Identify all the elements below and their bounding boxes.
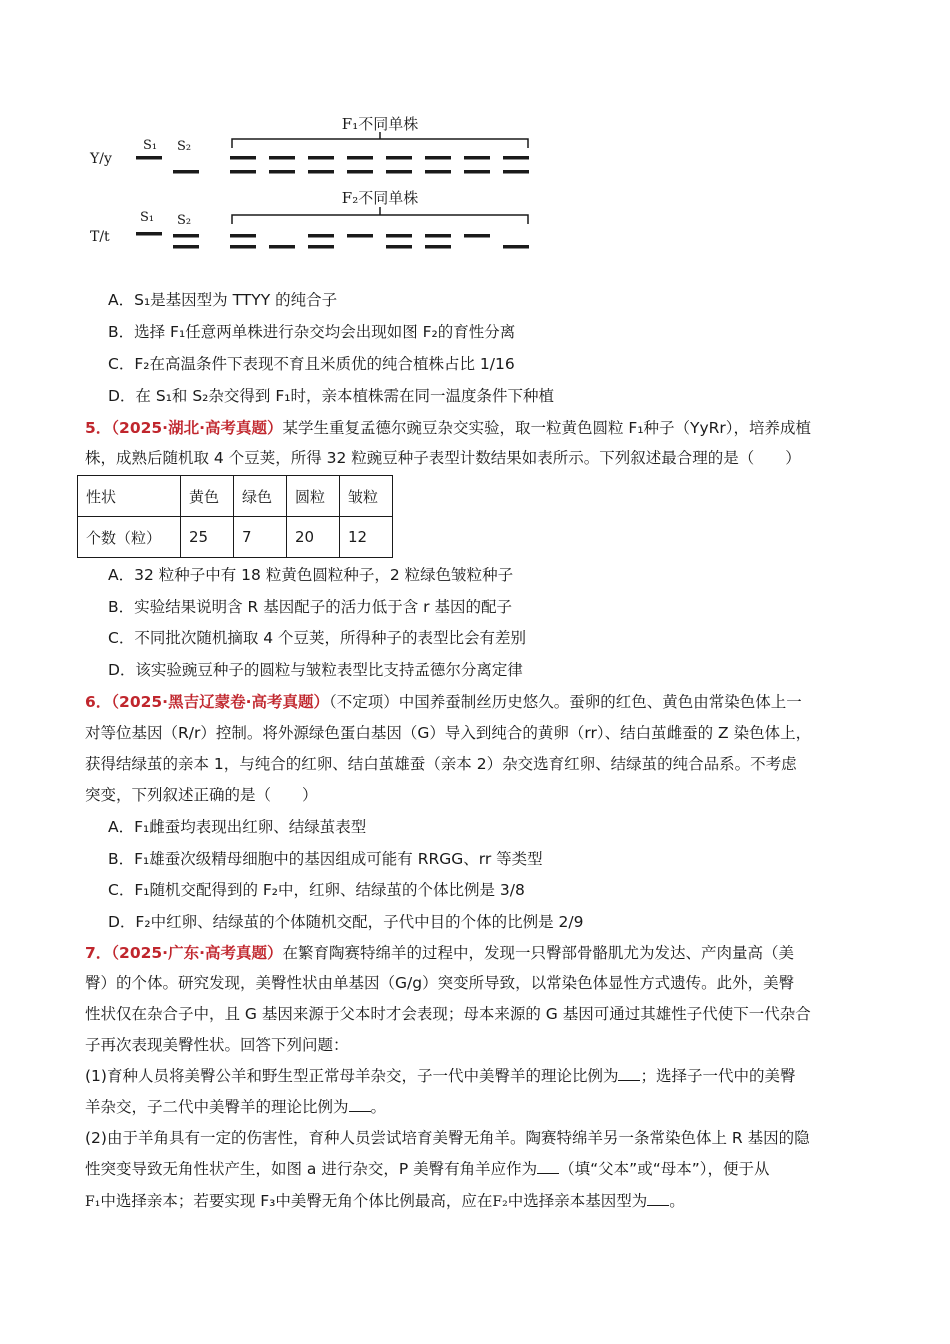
band bbox=[386, 170, 412, 174]
q5-option-b: B．实验结果说明含 R 基因配子的活力低于含 r 基因的配子 bbox=[108, 598, 512, 616]
s1-label-bottom: S₁ bbox=[140, 210, 155, 225]
table-cell: 7 bbox=[234, 517, 287, 558]
q6-source: （2025·黑吉辽蒙卷·高考真题） bbox=[111, 693, 329, 711]
band bbox=[230, 156, 256, 160]
answer-blank-2[interactable] bbox=[349, 1099, 371, 1112]
q5-number: 5． bbox=[85, 419, 112, 437]
q7-part2-line1: (2)由于羊角具有一定的伤害性，育种人员尝试培育美臀无角羊。陶赛特绵羊另一条常染色体上 R 基因的隐 bbox=[85, 1129, 810, 1147]
band bbox=[230, 170, 256, 174]
q6-stem-line1 bbox=[85, 692, 802, 712]
q7-stem-line4: 子再次表现美臀性状。回答下列问题： bbox=[85, 1036, 349, 1054]
q6-option-b: B．F₁雄蚕次级精母细胞中的基因组成可能有 RRGG、rr 等类型 bbox=[108, 850, 543, 868]
q7-number: 7． bbox=[85, 944, 112, 962]
band bbox=[230, 234, 256, 238]
answer-blank-1[interactable] bbox=[618, 1068, 640, 1081]
table-header-cell: 性状 bbox=[78, 476, 181, 517]
table-cell: 20 bbox=[287, 517, 340, 558]
q7-part1-text-c: 羊杂交，子二代中美臀羊的理论比例为 bbox=[85, 1098, 349, 1116]
band bbox=[503, 156, 529, 160]
s1-label-top: S₁ bbox=[143, 138, 158, 153]
q6-stem-line3: 获得结绿茧的亲本 1，与纯合的红卵、结白茧雄蚕（亲本 2）杂交选育红卵、结绿茧的纯合品系。不考虑 bbox=[85, 755, 797, 773]
q5-stem-line1 bbox=[85, 418, 811, 438]
q4-option-c: C．F₂在高温条件下表现不育且米质优的纯合植株占比 1/16 bbox=[108, 355, 515, 373]
q7-part2-line2 bbox=[85, 1159, 770, 1179]
q7-stem-line2: 臀）的个体。研究发现，美臀性状由单基因（G/g）突变所导致，以常染色体显性方式遗传。此外，美臀 bbox=[85, 974, 795, 992]
answer-blank-3[interactable] bbox=[537, 1161, 559, 1174]
f2-symbol: F₂ bbox=[492, 1194, 508, 1210]
band bbox=[464, 170, 490, 174]
band bbox=[464, 156, 490, 160]
f1-symbol: F₁ bbox=[85, 1194, 101, 1210]
band bbox=[347, 170, 373, 174]
band-s1-t-upper bbox=[136, 232, 162, 236]
figure-top-title: F₁不同单株 bbox=[341, 115, 419, 133]
band-s2-y-lower bbox=[173, 170, 199, 174]
q5-stem-line2: 株，成熟后随机取 4 个豆荚，所得 32 粒豌豆种子表型计数结果如表所示。下列叙述最合理的是（ ） bbox=[85, 449, 801, 467]
band bbox=[503, 170, 529, 174]
band bbox=[308, 156, 334, 160]
s2-label-bottom: S₂ bbox=[177, 213, 192, 228]
table-header-cell: 圆粒 bbox=[287, 476, 340, 517]
q7-part2-text-c: 中选择亲本；若要实现 F₃中美臀无角个体比例最高，应在 bbox=[100, 1192, 493, 1210]
q6-number: 6． bbox=[85, 693, 112, 711]
q5-source: （2025·湖北·高考真题） bbox=[111, 419, 283, 437]
q6-stem-line2: 对等位基因（R/r）控制。将外源绿色蛋白基因（G）导入到纯合的黄卵（rr）、结白茧雌蚕的 Z 染色体上， bbox=[85, 724, 812, 742]
band bbox=[386, 245, 412, 249]
band bbox=[425, 170, 451, 174]
q7-stem-line1 bbox=[85, 943, 794, 963]
q7-source: （2025·广东·高考真题） bbox=[111, 944, 283, 962]
table-cell: 12 bbox=[340, 517, 393, 558]
q7-stem-line3: 性状仅在杂合子中，且 G 基因来源于父本时才会表现；母本来源的 G 基因可通过其雄性子代使下一代杂合 bbox=[85, 1005, 811, 1023]
row2-label: T/t bbox=[90, 229, 110, 245]
q7-stem-text1: 在繁育陶赛特绵羊的过程中，发现一只臀部骨骼肌尤为发达、产肉量高（美 bbox=[282, 944, 794, 962]
q6-option-a: A．F₁雌蚕均表现出红卵、结绿茧表型 bbox=[108, 818, 367, 836]
q7-part1-text-d: 。 bbox=[370, 1098, 387, 1116]
table-cell: 25 bbox=[181, 517, 234, 558]
q7-part1-line2 bbox=[85, 1097, 386, 1117]
band bbox=[308, 170, 334, 174]
band bbox=[464, 234, 490, 238]
row1-label: Y/y bbox=[90, 151, 112, 167]
q7-part2-text-a: 性突变导致无角性状产生，如图 a 进行杂交，P 美臀有角羊应作为 bbox=[85, 1160, 538, 1178]
q4-option-b: B．选择 F₁任意两单株进行杂交均会出现如图 F₂的育性分离 bbox=[108, 323, 516, 341]
band-s2-t-upper bbox=[173, 234, 199, 238]
band-s2-t-lower bbox=[173, 245, 199, 249]
table-header-row bbox=[78, 476, 393, 517]
band bbox=[308, 245, 334, 249]
q6-option-c: C．F₁随机交配得到的 F₂中，红卵、结绿茧的个体比例是 3/8 bbox=[108, 881, 525, 899]
table-header-cell: 绿色 bbox=[234, 476, 287, 517]
table-header-cell: 黄色 bbox=[181, 476, 234, 517]
answer-blank-4[interactable] bbox=[647, 1193, 669, 1206]
q7-part2-line3 bbox=[85, 1191, 685, 1212]
band-s1-y-upper bbox=[136, 156, 162, 160]
q7-part2-text-b: （填“父本”或“母本”），便于从 bbox=[559, 1160, 770, 1178]
band bbox=[425, 156, 451, 160]
q5-option-a: A．32 粒种子中有 18 粒黄色圆粒种子，2 粒绿色皱粒种子 bbox=[108, 566, 514, 584]
q6-stem-line4: 突变，下列叙述正确的是（ ） bbox=[85, 786, 318, 804]
figure-bottom-title: F₂不同单株 bbox=[341, 189, 419, 207]
band bbox=[230, 245, 256, 249]
q7-part1-text-b: ；选择子一代中的美臀 bbox=[640, 1067, 796, 1085]
band bbox=[347, 234, 373, 238]
q5-option-d: D．该实验豌豆种子的圆粒与皱粒表型比支持孟德尔分离定律 bbox=[108, 661, 523, 679]
q5-option-c: C．不同批次随机摘取 4 个豆荚，所得种子的表型比会有差别 bbox=[108, 629, 527, 647]
band bbox=[425, 245, 451, 249]
q7-part2-text-d: 中选择亲本基因型为 bbox=[507, 1192, 648, 1210]
q4-option-d: D．在 S₁和 S₂杂交得到 F₁时，亲本植株需在同一温度条件下种植 bbox=[108, 387, 554, 405]
q7-part2-text-e: 。 bbox=[669, 1192, 685, 1210]
table-header-cell: 皱粒 bbox=[340, 476, 393, 517]
band bbox=[269, 156, 295, 160]
band bbox=[425, 234, 451, 238]
band bbox=[269, 170, 295, 174]
q7-part1-text-a: (1)育种人员将美臀公羊和野生型正常母羊杂交，子一代中美臀羊的理论比例为 bbox=[85, 1067, 619, 1085]
q6-stem-text1: （不定项）中国养蚕制丝历史悠久。蚕卵的红色、黄色由常染色体上一 bbox=[328, 693, 802, 711]
s2-label-top: S₂ bbox=[177, 139, 192, 154]
q6-option-d: D．F₂中红卵、结绿茧的个体随机交配，子代中目的个体的比例是 2/9 bbox=[108, 913, 584, 931]
band bbox=[269, 245, 295, 249]
chromosome-band-figure bbox=[85, 112, 545, 257]
q7-part1-line1 bbox=[85, 1066, 795, 1086]
band bbox=[386, 234, 412, 238]
band bbox=[503, 245, 529, 249]
band bbox=[386, 156, 412, 160]
table-row bbox=[78, 517, 393, 558]
band bbox=[347, 156, 373, 160]
table-cell: 个数（粒） bbox=[78, 517, 181, 558]
q5-stem-text1: 某学生重复孟德尔豌豆杂交实验，取一粒黄色圆粒 F₁种子（YyRr），培养成植 bbox=[282, 419, 812, 437]
band bbox=[308, 234, 334, 238]
q4-option-a: A．S₁是基因型为 TTYY 的纯合子 bbox=[108, 291, 338, 309]
phenotype-count-table bbox=[77, 475, 393, 558]
